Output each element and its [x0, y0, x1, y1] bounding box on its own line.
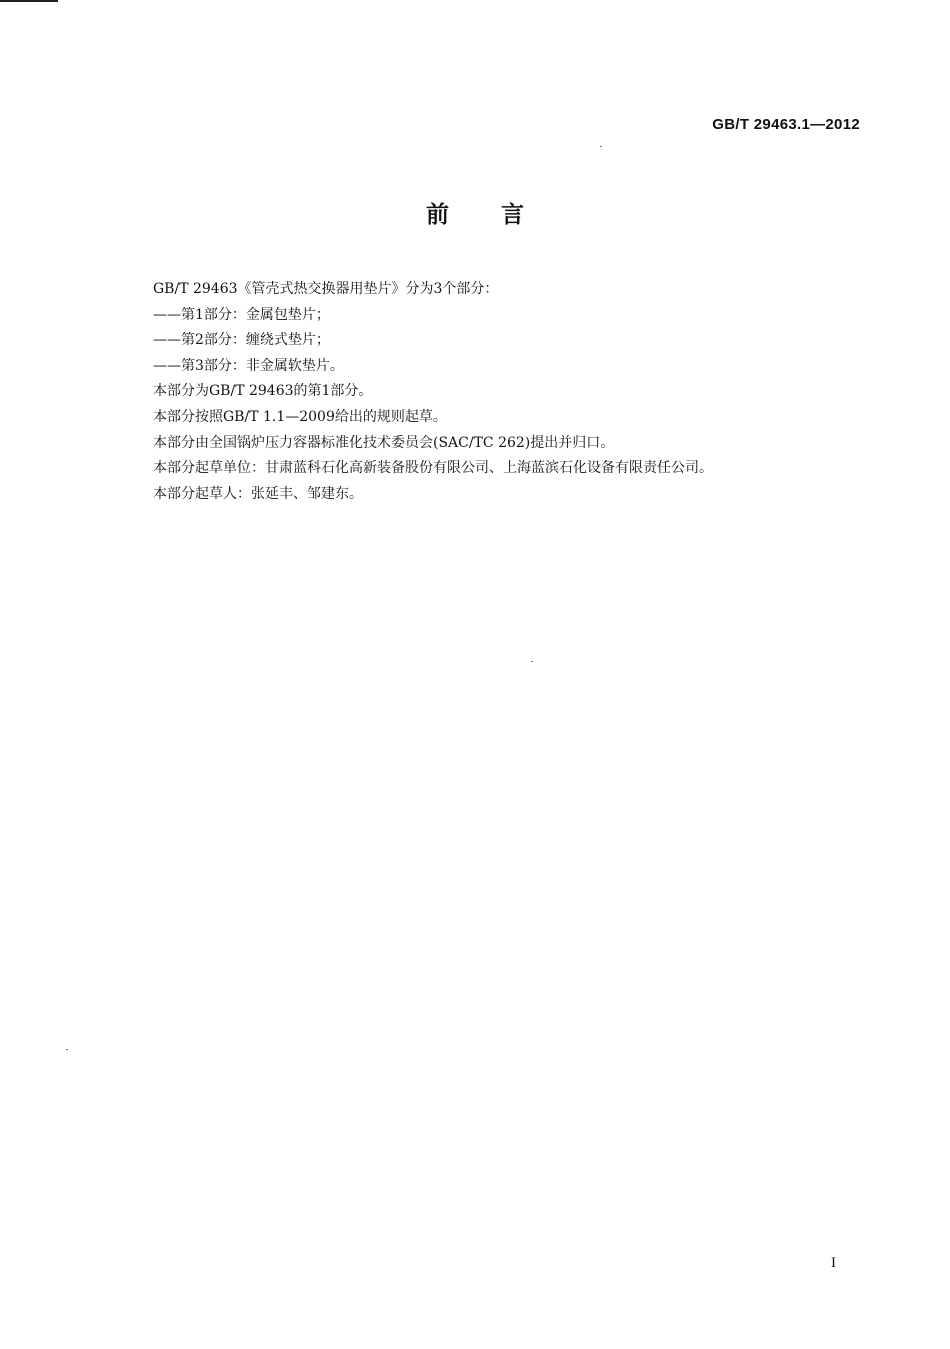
paragraph-drafting-rules: 本部分按照GB/T 1.1—2009给出的规则起草。: [153, 408, 447, 425]
paragraph-parts-intro: GB/T 29463《管壳式热交换器用垫片》分为3个部分：: [153, 281, 499, 297]
standard-number: GB/T 29463.1—2012: [712, 116, 860, 133]
list-item-part-2: ——第2部分：缠绕式垫片；: [153, 332, 330, 349]
page-number: I: [831, 1255, 836, 1271]
paragraph-drafting-units: 本部分起草单位：甘肃蓝科石化高新装备股份有限公司、上海蓝滨石化设备有限责任公司。: [153, 460, 713, 477]
scan-speck: [66, 1049, 68, 1050]
list-item-part-1: ——第1部分：金属包垫片；: [153, 306, 330, 323]
page-title: 前言: [426, 202, 576, 228]
list-item-part-3: ——第3部分：非金属软垫片。: [153, 357, 344, 374]
scan-speck: [600, 146, 602, 147]
foreword-body: [153, 277, 873, 507]
scan-speck: [531, 661, 533, 662]
paragraph-drafters: 本部分起草人：张延丰、邹建东。: [153, 485, 363, 502]
corner-rule: [0, 0, 58, 2]
paragraph-proposer: 本部分由全国锅炉压力容器标准化技术委员会(SAC/TC 262)提出并归口。: [153, 434, 615, 451]
paragraph-part-statement: 本部分为GB/T 29463的第1部分。: [153, 383, 373, 400]
